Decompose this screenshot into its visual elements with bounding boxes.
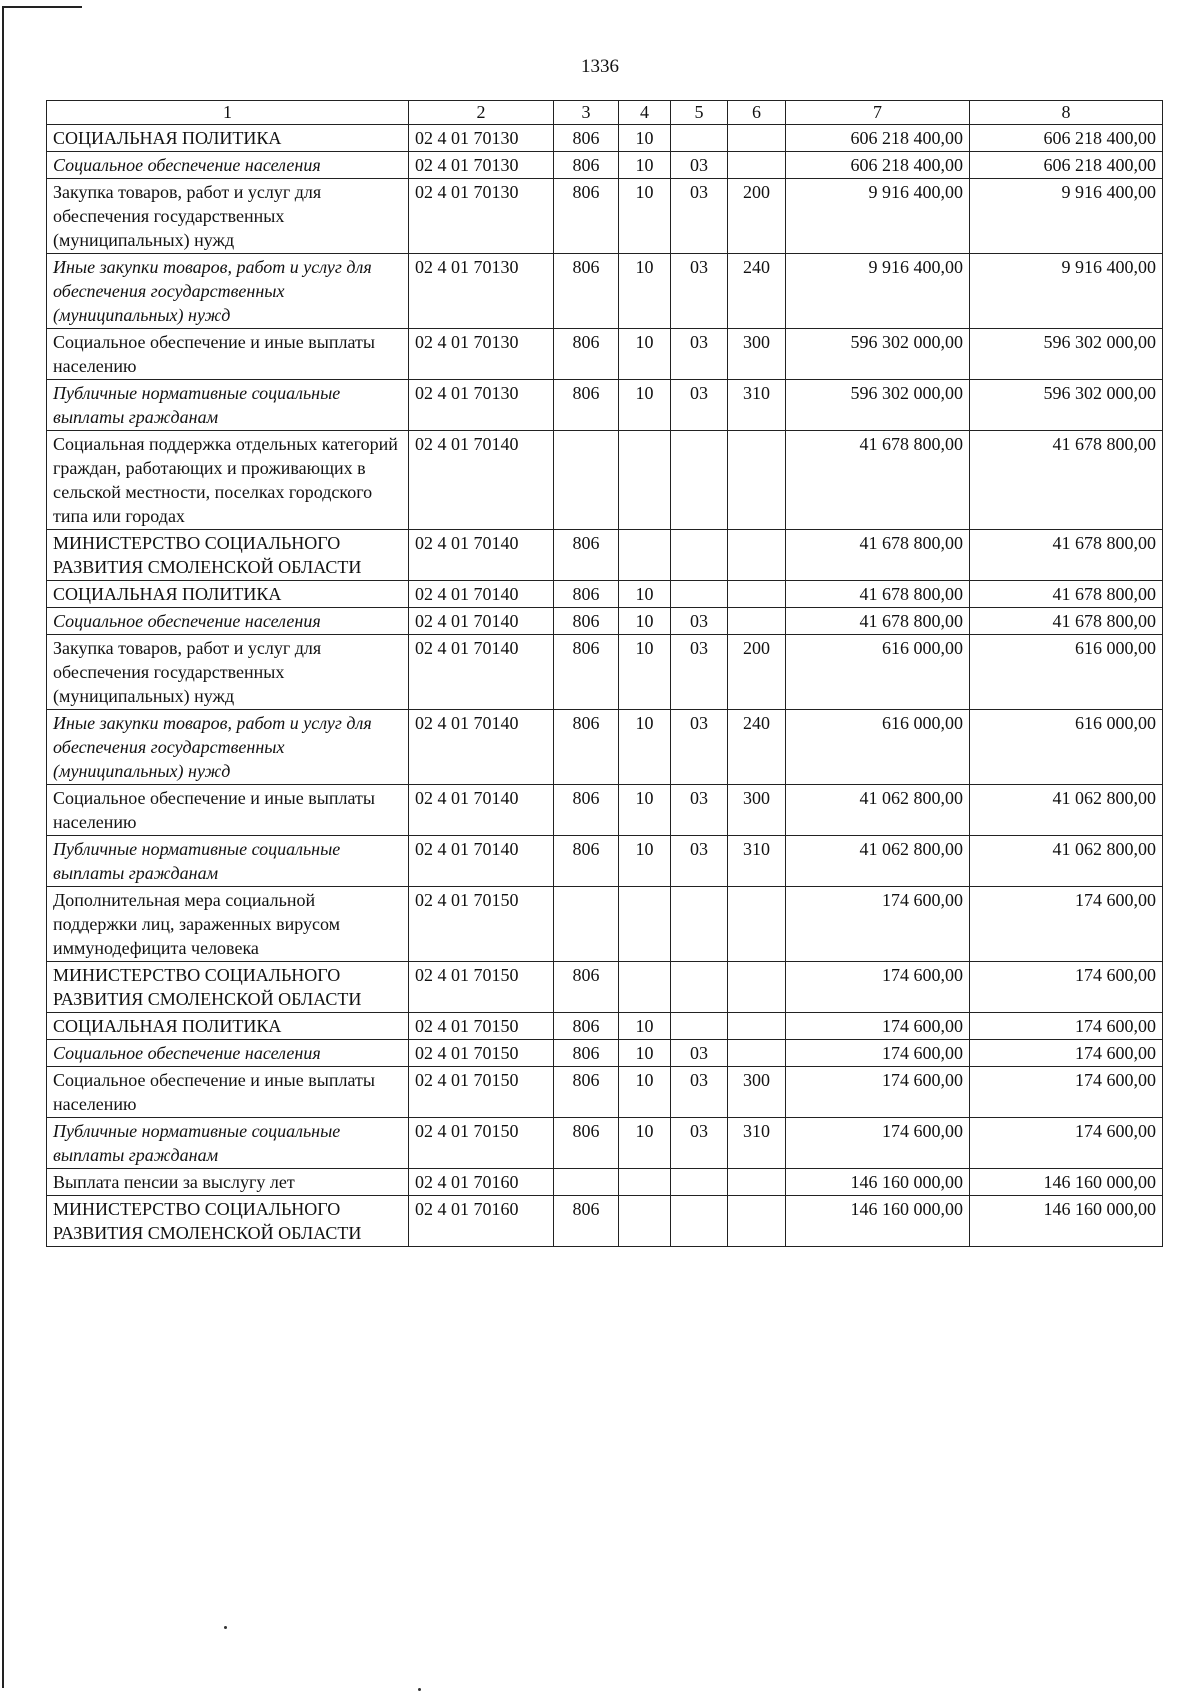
expense-type-code xyxy=(728,1169,786,1196)
subsection-code xyxy=(671,962,728,1013)
row-name: Дополнительная мера социальной поддержки лиц, зараженных вирусом иммунодефицита человека xyxy=(47,887,409,962)
amount-year-1: 174 600,00 xyxy=(786,887,970,962)
expense-type-code xyxy=(728,1196,786,1247)
department-code: 806 xyxy=(554,530,619,581)
row-name: МИНИСТЕРСТВО СОЦИАЛЬНОГО РАЗВИТИЯ СМОЛЕНСКОЙ ОБЛАСТИ xyxy=(47,962,409,1013)
scan-speck xyxy=(224,1626,227,1629)
column-header: 1 xyxy=(47,101,409,125)
expense-type-code: 310 xyxy=(728,836,786,887)
amount-year-2: 146 160 000,00 xyxy=(970,1196,1163,1247)
expense-type-code: 240 xyxy=(728,254,786,329)
subsection-code xyxy=(671,1196,728,1247)
expense-type-code: 300 xyxy=(728,785,786,836)
department-code: 806 xyxy=(554,152,619,179)
table-row xyxy=(47,836,1163,887)
expense-type-code xyxy=(728,431,786,530)
amount-year-2: 174 600,00 xyxy=(970,1040,1163,1067)
target-code: 02 4 01 70130 xyxy=(409,125,554,152)
expense-type-code xyxy=(728,581,786,608)
section-code: 10 xyxy=(619,785,671,836)
department-code: 806 xyxy=(554,254,619,329)
expense-type-code xyxy=(728,608,786,635)
subsection-code: 03 xyxy=(671,1040,728,1067)
department-code: 806 xyxy=(554,785,619,836)
scan-speck xyxy=(418,1688,421,1691)
table-row xyxy=(47,1013,1163,1040)
target-code: 02 4 01 70150 xyxy=(409,887,554,962)
amount-year-1: 596 302 000,00 xyxy=(786,329,970,380)
department-code: 806 xyxy=(554,380,619,431)
row-name: СОЦИАЛЬНАЯ ПОЛИТИКА xyxy=(47,1013,409,1040)
expense-type-code: 300 xyxy=(728,1067,786,1118)
amount-year-1: 596 302 000,00 xyxy=(786,380,970,431)
table-row xyxy=(47,635,1163,710)
department-code: 806 xyxy=(554,710,619,785)
table-row xyxy=(47,710,1163,785)
table-row xyxy=(47,254,1163,329)
target-code: 02 4 01 70140 xyxy=(409,581,554,608)
table-row xyxy=(47,125,1163,152)
section-code: 10 xyxy=(619,836,671,887)
target-code: 02 4 01 70140 xyxy=(409,635,554,710)
row-name: Закупка товаров, работ и услуг для обеспечения государственных (муниципальных) нужд xyxy=(47,635,409,710)
amount-year-1: 146 160 000,00 xyxy=(786,1196,970,1247)
department-code: 806 xyxy=(554,635,619,710)
amount-year-1: 174 600,00 xyxy=(786,1040,970,1067)
amount-year-1: 41 678 800,00 xyxy=(786,530,970,581)
section-code: 10 xyxy=(619,635,671,710)
amount-year-1: 9 916 400,00 xyxy=(786,254,970,329)
target-code: 02 4 01 70160 xyxy=(409,1169,554,1196)
amount-year-1: 41 678 800,00 xyxy=(786,431,970,530)
expense-type-code: 310 xyxy=(728,380,786,431)
subsection-code: 03 xyxy=(671,608,728,635)
target-code: 02 4 01 70140 xyxy=(409,836,554,887)
target-code: 02 4 01 70140 xyxy=(409,608,554,635)
expense-type-code: 240 xyxy=(728,710,786,785)
amount-year-1: 41 678 800,00 xyxy=(786,608,970,635)
amount-year-2: 146 160 000,00 xyxy=(970,1169,1163,1196)
target-code: 02 4 01 70150 xyxy=(409,1118,554,1169)
subsection-code: 03 xyxy=(671,329,728,380)
amount-year-2: 174 600,00 xyxy=(970,962,1163,1013)
amount-year-2: 606 218 400,00 xyxy=(970,152,1163,179)
expense-type-code: 300 xyxy=(728,329,786,380)
column-header: 6 xyxy=(728,101,786,125)
column-header: 7 xyxy=(786,101,970,125)
subsection-code xyxy=(671,1013,728,1040)
amount-year-2: 41 062 800,00 xyxy=(970,836,1163,887)
department-code: 806 xyxy=(554,1118,619,1169)
amount-year-2: 41 678 800,00 xyxy=(970,581,1163,608)
department-code: 806 xyxy=(554,179,619,254)
row-name: Публичные нормативные социальные выплаты гражданам xyxy=(47,836,409,887)
amount-year-1: 9 916 400,00 xyxy=(786,179,970,254)
section-code: 10 xyxy=(619,710,671,785)
subsection-code: 03 xyxy=(671,836,728,887)
amount-year-1: 41 678 800,00 xyxy=(786,581,970,608)
subsection-code xyxy=(671,581,728,608)
table-row xyxy=(47,581,1163,608)
amount-year-2: 174 600,00 xyxy=(970,1067,1163,1118)
section-code xyxy=(619,530,671,581)
table-row xyxy=(47,1067,1163,1118)
scan-border-top xyxy=(2,6,82,8)
subsection-code xyxy=(671,125,728,152)
row-name: Социальная поддержка отдельных категорий граждан, работающих и проживающих в сельской местности, поселках городского типа или городах xyxy=(47,431,409,530)
scan-border-left xyxy=(2,8,4,1688)
department-code: 806 xyxy=(554,962,619,1013)
row-name: Социальное обеспечение и иные выплаты населению xyxy=(47,785,409,836)
subsection-code xyxy=(671,887,728,962)
table-row xyxy=(47,1169,1163,1196)
row-name: МИНИСТЕРСТВО СОЦИАЛЬНОГО РАЗВИТИЯ СМОЛЕНСКОЙ ОБЛАСТИ xyxy=(47,530,409,581)
expense-type-code xyxy=(728,962,786,1013)
expense-type-code xyxy=(728,530,786,581)
amount-year-1: 174 600,00 xyxy=(786,962,970,1013)
target-code: 02 4 01 70160 xyxy=(409,1196,554,1247)
column-header: 4 xyxy=(619,101,671,125)
subsection-code: 03 xyxy=(671,1067,728,1118)
amount-year-2: 41 062 800,00 xyxy=(970,785,1163,836)
amount-year-1: 146 160 000,00 xyxy=(786,1169,970,1196)
expense-type-code: 200 xyxy=(728,179,786,254)
subsection-code xyxy=(671,1169,728,1196)
row-name: Социальное обеспечение населения xyxy=(47,608,409,635)
department-code: 806 xyxy=(554,1013,619,1040)
department-code: 806 xyxy=(554,1040,619,1067)
table-row xyxy=(47,608,1163,635)
table-row xyxy=(47,152,1163,179)
amount-year-2: 616 000,00 xyxy=(970,635,1163,710)
subsection-code: 03 xyxy=(671,152,728,179)
section-code xyxy=(619,1196,671,1247)
section-code xyxy=(619,1169,671,1196)
table-row xyxy=(47,962,1163,1013)
section-code: 10 xyxy=(619,1118,671,1169)
subsection-code: 03 xyxy=(671,1118,728,1169)
expense-type-code xyxy=(728,1040,786,1067)
row-name: Социальное обеспечение населения xyxy=(47,1040,409,1067)
row-name: Публичные нормативные социальные выплаты гражданам xyxy=(47,380,409,431)
page-number: 1336 xyxy=(581,56,619,77)
amount-year-2: 9 916 400,00 xyxy=(970,254,1163,329)
subsection-code xyxy=(671,530,728,581)
amount-year-1: 174 600,00 xyxy=(786,1067,970,1118)
table-row xyxy=(47,530,1163,581)
target-code: 02 4 01 70130 xyxy=(409,152,554,179)
row-name: Социальное обеспечение и иные выплаты населению xyxy=(47,329,409,380)
expense-type-code xyxy=(728,1013,786,1040)
amount-year-1: 616 000,00 xyxy=(786,710,970,785)
amount-year-2: 174 600,00 xyxy=(970,1013,1163,1040)
section-code: 10 xyxy=(619,125,671,152)
target-code: 02 4 01 70130 xyxy=(409,380,554,431)
table-row xyxy=(47,1196,1163,1247)
section-code: 10 xyxy=(619,179,671,254)
row-name: Социальное обеспечение и иные выплаты населению xyxy=(47,1067,409,1118)
amount-year-1: 606 218 400,00 xyxy=(786,152,970,179)
amount-year-2: 616 000,00 xyxy=(970,710,1163,785)
table-row xyxy=(47,329,1163,380)
amount-year-2: 596 302 000,00 xyxy=(970,380,1163,431)
row-name: Иные закупки товаров, работ и услуг для обеспечения государственных (муниципальных) нужд xyxy=(47,710,409,785)
target-code: 02 4 01 70130 xyxy=(409,179,554,254)
table-row xyxy=(47,179,1163,254)
column-header: 3 xyxy=(554,101,619,125)
expense-type-code: 200 xyxy=(728,635,786,710)
amount-year-1: 606 218 400,00 xyxy=(786,125,970,152)
amount-year-1: 41 062 800,00 xyxy=(786,785,970,836)
department-code xyxy=(554,431,619,530)
subsection-code: 03 xyxy=(671,380,728,431)
amount-year-2: 41 678 800,00 xyxy=(970,530,1163,581)
amount-year-2: 174 600,00 xyxy=(970,887,1163,962)
row-name: Социальное обеспечение населения xyxy=(47,152,409,179)
amount-year-2: 41 678 800,00 xyxy=(970,608,1163,635)
amount-year-1: 174 600,00 xyxy=(786,1118,970,1169)
section-code xyxy=(619,887,671,962)
column-header: 8 xyxy=(970,101,1163,125)
column-header: 5 xyxy=(671,101,728,125)
target-code: 02 4 01 70150 xyxy=(409,1040,554,1067)
section-code: 10 xyxy=(619,581,671,608)
subsection-code: 03 xyxy=(671,254,728,329)
row-name: Закупка товаров, работ и услуг для обеспечения государственных (муниципальных) нужд xyxy=(47,179,409,254)
amount-year-1: 174 600,00 xyxy=(786,1013,970,1040)
section-code xyxy=(619,431,671,530)
row-name: Выплата пенсии за выслугу лет xyxy=(47,1169,409,1196)
table-row xyxy=(47,887,1163,962)
amount-year-2: 41 678 800,00 xyxy=(970,431,1163,530)
section-code: 10 xyxy=(619,1067,671,1118)
table-row xyxy=(47,785,1163,836)
row-name: Публичные нормативные социальные выплаты гражданам xyxy=(47,1118,409,1169)
department-code: 806 xyxy=(554,1067,619,1118)
department-code: 806 xyxy=(554,581,619,608)
target-code: 02 4 01 70140 xyxy=(409,530,554,581)
table-row xyxy=(47,431,1163,530)
table-row xyxy=(47,1040,1163,1067)
department-code xyxy=(554,887,619,962)
target-code: 02 4 01 70150 xyxy=(409,962,554,1013)
section-code: 10 xyxy=(619,1040,671,1067)
department-code: 806 xyxy=(554,125,619,152)
subsection-code: 03 xyxy=(671,785,728,836)
row-name: СОЦИАЛЬНАЯ ПОЛИТИКА xyxy=(47,125,409,152)
column-header-row xyxy=(47,101,1163,125)
section-code: 10 xyxy=(619,1013,671,1040)
target-code: 02 4 01 70150 xyxy=(409,1067,554,1118)
target-code: 02 4 01 70130 xyxy=(409,254,554,329)
table-row xyxy=(47,1118,1163,1169)
column-header: 2 xyxy=(409,101,554,125)
target-code: 02 4 01 70140 xyxy=(409,785,554,836)
table-row xyxy=(47,380,1163,431)
target-code: 02 4 01 70150 xyxy=(409,1013,554,1040)
amount-year-2: 9 916 400,00 xyxy=(970,179,1163,254)
subsection-code: 03 xyxy=(671,179,728,254)
expense-type-code xyxy=(728,887,786,962)
expense-type-code xyxy=(728,125,786,152)
section-code: 10 xyxy=(619,380,671,431)
amount-year-1: 616 000,00 xyxy=(786,635,970,710)
section-code: 10 xyxy=(619,152,671,179)
department-code: 806 xyxy=(554,608,619,635)
subsection-code xyxy=(671,431,728,530)
row-name: СОЦИАЛЬНАЯ ПОЛИТИКА xyxy=(47,581,409,608)
target-code: 02 4 01 70140 xyxy=(409,710,554,785)
subsection-code: 03 xyxy=(671,635,728,710)
amount-year-1: 41 062 800,00 xyxy=(786,836,970,887)
amount-year-2: 606 218 400,00 xyxy=(970,125,1163,152)
row-name: Иные закупки товаров, работ и услуг для обеспечения государственных (муниципальных) нужд xyxy=(47,254,409,329)
section-code: 10 xyxy=(619,608,671,635)
amount-year-2: 174 600,00 xyxy=(970,1118,1163,1169)
subsection-code: 03 xyxy=(671,710,728,785)
department-code: 806 xyxy=(554,1196,619,1247)
expense-type-code xyxy=(728,152,786,179)
row-name: МИНИСТЕРСТВО СОЦИАЛЬНОГО РАЗВИТИЯ СМОЛЕНСКОЙ ОБЛАСТИ xyxy=(47,1196,409,1247)
budget-table xyxy=(46,100,1163,1247)
table-body xyxy=(47,125,1163,1247)
section-code: 10 xyxy=(619,254,671,329)
target-code: 02 4 01 70140 xyxy=(409,431,554,530)
target-code: 02 4 01 70130 xyxy=(409,329,554,380)
department-code: 806 xyxy=(554,836,619,887)
expense-type-code: 310 xyxy=(728,1118,786,1169)
department-code: 806 xyxy=(554,329,619,380)
section-code: 10 xyxy=(619,329,671,380)
amount-year-2: 596 302 000,00 xyxy=(970,329,1163,380)
section-code xyxy=(619,962,671,1013)
department-code xyxy=(554,1169,619,1196)
